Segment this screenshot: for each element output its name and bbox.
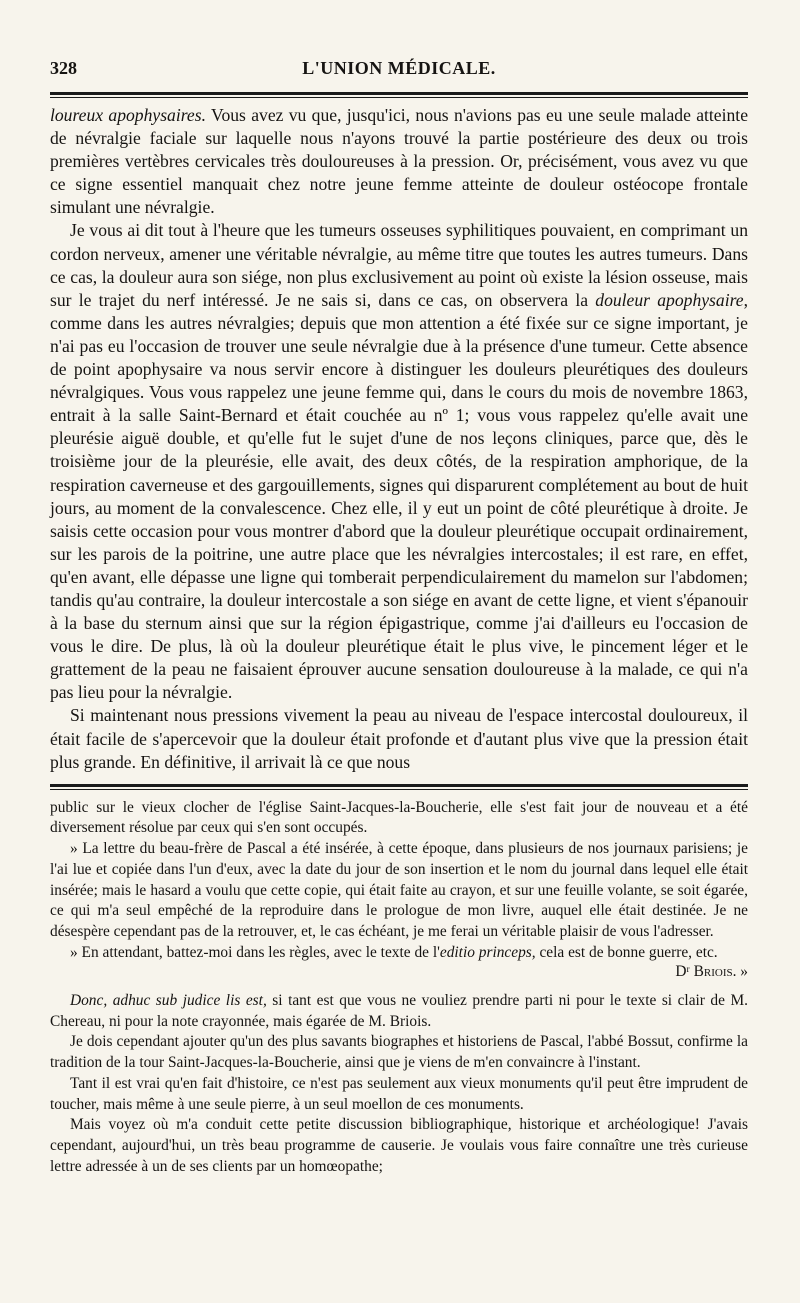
- paragraph: Donc, adhuc sub judice lis est, si tant est que vous ne vouliez prendre parti ni pour le texte si clair de M. Chereau, ni pour la note crayonnée, mais égarée de M. Briois.: [50, 992, 748, 1030]
- paragraph: Je vous ai dit tout à l'heure que les tumeurs osseuses syphilitiques pouvaient, en comprimant un cordon nerveux, amener une véritable névralgie, au même titre que toutes les autres tumeurs. Dans ce cas, la douleur aura son siége, non plus exclusivement au point où existe la lésion osseuse, mais sur le trajet du nerf intéressé. Je ne sais si, dans ce cas, on observera la douleur apophysaire, comme dans les autres névralgies; depuis que mon attention a été fixée sur ce signe important, je n'ai pas eu l'occasion de trouver une seule névralgie due à la présence d'une tumeur. Cette absence de point apophysaire va nous servir encore à distinguer les douleurs pleurétiques des douleurs névralgiques. Vous vous rappelez une jeune femme qui, dans le cours du mois de novembre 1863, entrait à la salle Saint-Bernard et était couchée au nº 1; vous vous rappelez qu'elle avait une pleurésie aiguë double, et qu'elle fut le sujet d'une de nos leçons cliniques, parce que, dès le troisième jour de la pleurésie, elle avait, des deux côtés, de la respiration amphorique, de la respiration caverneuse et des gargouillements, signes qui disparurent complétement au bout de huit jours, au moment de la convalescence. Chez elle, il y eut un point de côté pleurétique à droite. Je saisis cette occasion pour vous montrer d'abord que la douleur pleurétique occupait ordinairement, sur les parois de la poitrine, une autre place que les névralgies intercostales; il est rare, en effet, qu'en avant, elle dépasse une ligne qui tomberait perpendiculairement du mamelon sur l'abdomen; tandis qu'au contraire, la douleur intercostale a son siége en avant de cette ligne, et vient s'épanouir à la base du sternum ainsi que sur la région épigastrique, comme j'ai d'ailleurs eu l'occasion de vous le dire. De plus, là où la douleur pleurétique était le plus vive, le pincement léger et le grattement de la peau ne faisaient éprouver aucune sensation douloureuse à la malade, ce qui n'a pas lieu pour la névralgie.: [50, 220, 748, 703]
- header-rule: [50, 92, 748, 95]
- emphasis: editio princeps,: [439, 943, 536, 961]
- paragraph: Tant il est vrai qu'en fait d'histoire, ce n'est pas seulement aux vieux monuments qu'il peut être imprudent de toucher, mais même à une seule pierre, à un seul moellon de ces monuments.: [50, 1074, 748, 1113]
- paragraph: Je dois cependant ajouter qu'un des plus savants biographes et historiens de Pascal, l'abbé Bossut, confirme la tradition de la tour Saint-Jacques-la-Boucherie, ainsi que je viens de m'en convaincre à l'instant.: [50, 1033, 748, 1072]
- emphasis: douleur apophysaire: [595, 289, 744, 310]
- page-number: 328: [50, 58, 77, 78]
- signature: Dʳ Briois. »: [675, 963, 748, 981]
- feuilleton: [50, 798, 748, 1178]
- paragraph: Si maintenant nous pressions vivement la peau au niveau de l'espace intercostal douloureux, il était facile de s'apercevoir que la douleur était profonde et d'autant plus vive que la pression était plus grande. En définitive, il arrivait là ce que nous: [50, 705, 748, 772]
- paragraph: » La lettre du beau-frère de Pascal a été insérée, à cette époque, dans plusieurs de nos journaux parisiens; je l'ai lue et copiée dans l'un d'eux, avec la date du jour de son insertion et le nom du journal dans lequel elle était insérée; mais le hasard a voulu que cette copie, qui était faite au crayon, et sur une feuille volante, se soit égarée, ce qui m'a seul empêché de la reproduire dans le prologue de mon livre, auquel elle était destinée. Je ne désespère cependant pas de la retrouver, et, le cas échéant, je me ferai un véritable plaisir de vous l'adresser.: [50, 840, 748, 940]
- main-article: [50, 104, 748, 774]
- page-header: [50, 58, 748, 88]
- feuilleton-separator: [50, 784, 748, 790]
- running-title: L'UNION MÉDICALE.: [302, 58, 496, 78]
- emphasis: loureux apophysaires.: [50, 105, 206, 125]
- paragraph: » En attendant, battez-moi dans les règles, avec le texte de l'editio princeps, cela est de bonne guerre, etc. Dʳ Briois. »: [50, 943, 748, 983]
- paragraph: public sur le vieux clocher de l'église Saint-Jacques-la-Boucherie, elle s'est fait jour de nouveau et a été diversement résolue par ceux qui s'en sont occupés.: [50, 798, 748, 837]
- header-rule-thin: [50, 97, 748, 98]
- emphasis: Donc, adhuc sub judice lis est,: [70, 992, 267, 1010]
- paragraph: Mais voyez où m'a conduit cette petite discussion bibliographique, historique et archéologique! J'avais cependant, aujourd'hui, un très beau programme de causerie. Je voulais vous faire connaître une très curieuse lettre adressée à un de ses clients par un homœopathe;: [50, 1116, 748, 1175]
- paragraph: loureux apophysaires. Vous avez vu que, jusqu'ici, nous n'avions pas eu une seule malade atteinte de névralgie faciale sur laquelle nous n'ayons trouvé la partie postérieure des deux ou trois premières vertèbres cervicales très douloureuses à la pression. Or, précisément, vous avez vu que ce signe essentiel manquait chez notre jeune femme atteinte de douleur ostéocope frontale simulant une névralgie.: [50, 105, 749, 218]
